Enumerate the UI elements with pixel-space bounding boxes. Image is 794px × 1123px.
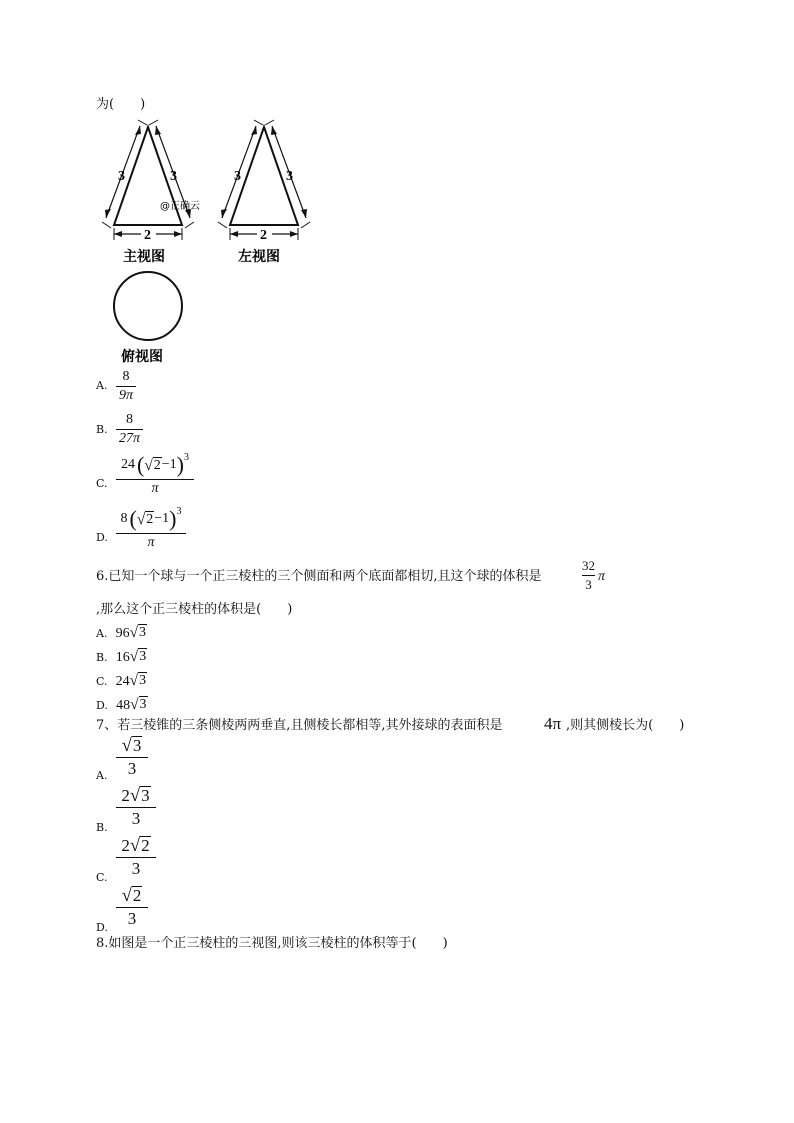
front-view-caption: 主视图 [123,249,165,265]
q7-stem-a: 7、若三棱锥的三条侧棱两两垂直,且侧棱长都相等,其外接球的表面积是 [96,718,503,733]
watermark-text: @正确云 [160,201,200,212]
q7-option-a: √ 3 3 [116,736,148,779]
q6-stem: 6.已知一个球与一个正三棱柱的三个侧面和两个底面都相切,且这个球的体积是 [96,569,542,584]
side-right-edge-label: 3 [286,169,293,184]
q5-b-num: 8 [126,412,133,427]
q5-d-power: 3 [176,506,182,517]
q5-a-den: 9π [116,386,136,404]
q6-option-b: B. 16 √ 3 [96,647,147,665]
q7-option-b-letter: B. [96,821,108,834]
top-view-caption: 俯视图 [121,349,163,365]
q5-c-power: 3 [184,452,189,463]
side-view-caption: 左视图 [238,249,280,265]
front-base-label: 2 [144,228,151,243]
q7-option-d: √ 2 3 [116,886,148,929]
side-view [218,120,310,240]
q8-stem: 8.如图是一个正三棱柱的三视图,则该三棱柱的体积等于( ) [96,936,448,951]
side-left-edge-label: 3 [234,169,241,184]
q5-c-coef: 24 [120,457,135,472]
q6-vol-pi: π [598,569,606,584]
q5-option-b [116,412,143,447]
front-left-edge-label: 3 [118,169,125,184]
q6-option-a: A. 96 √ 3 [96,623,147,641]
three-view-figure [94,118,324,368]
q5-c-den: π [116,479,194,497]
q5-c-minus: −1 [161,457,177,472]
q6-option-c: C. 24 √ 3 [96,671,147,689]
q5-stem-tail: 为( ) [96,97,146,112]
q5-option-d: 8 ( √ 2 −1 ) $^3$ π [116,506,186,551]
q5-option-c-letter: C. [96,477,108,490]
q5-d-minus: −1 [154,511,170,526]
q6-option-d: D. 48 √ 3 [96,695,147,713]
q7-option-c: 2 √ 2 3 [116,836,156,879]
front-right-edge-label: 3 [170,169,177,184]
q7-option-a-letter: A. [96,769,108,782]
top-view-circle [114,272,182,340]
q6-vol-num: 32 [582,558,595,573]
side-base-label: 2 [260,228,267,243]
q7-option-b: 2 √ 3 3 [116,786,156,829]
q7-stem-b: ,则其侧棱长为( ) [566,718,685,733]
q6-stem2: ,那么这个正三棱柱的体积是( ) [96,602,293,617]
q5-option-b-letter: B. [96,423,108,436]
q5-d-coef: 8 [120,511,128,526]
q6-volume [579,558,605,593]
q5-option-a [116,369,136,404]
q5-option-a-letter: A. [96,379,108,392]
q7-option-c-letter: C. [96,871,108,884]
q5-d-den: π [116,533,186,551]
q5-b-den: 27π [116,429,143,447]
q5-option-d-letter: D. [96,531,108,544]
q6-vol-den: 3 [582,575,595,593]
front-view [102,120,194,240]
q5-option-c: 24 ( √ 2 −1 ) $^3$ π [116,452,194,497]
q5-c-rad: 2 [153,457,161,473]
q7-area: 4π [544,714,562,733]
q7-option-d-letter: D. [96,921,108,934]
q5-d-rad: 2 [146,511,154,527]
q5-a-num: 8 [122,369,130,384]
